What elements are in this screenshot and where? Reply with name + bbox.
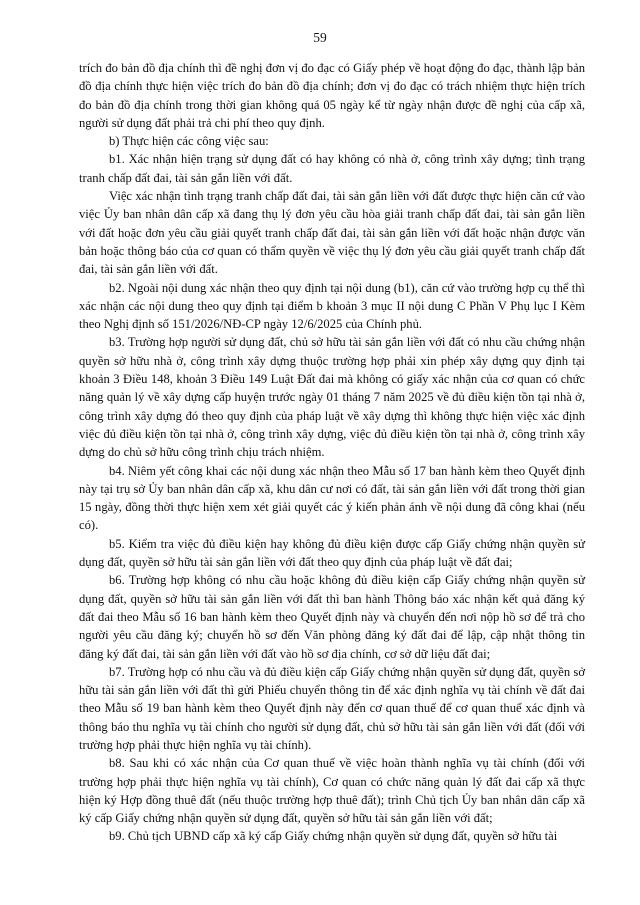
paragraph-section-b-heading: b) Thực hiện các công việc sau: (109, 134, 269, 149)
paragraph-b8: b8. Sau khi có xác nhận của Cơ quan thuế về việc hoàn thành nghĩa vụ tài chính (đối với trường hợp phải thực hiện nghĩa vụ tài chính), Cơ quan có chức năng quản lý đất đai cấp xã thực hiện ký Hợp đồng thuê đất (nếu thuộc trường hợp thuê đất); trình Chủ tịch Ủy ban nhân dân cấp xã ký cấp Giấy chứng nhận quyền sử dụng đất, quyền sở hữu tài sản gắn liền với đất; (79, 756, 585, 826)
paragraph-b3: b3. Trường hợp người sử dụng đất, chủ sở hữu tài sản gắn liền với đất có nhu cầu chứng nhận quyền sở hữu nhà ở, công trình xây dựng thuộc trường hợp phải xin phép xây dựng quy định tại khoản 3 Điều 148, khoản 3 Điều 149 Luật Đất đai mà không có giấy xác nhận của cơ quan có chức năng quản lý về xây dựng cấp huyện trước ngày 01 tháng 7 năm 2025 về đủ điều kiện tồn tại nhà ở, công trình xây dựng đó theo quy định của pháp luật về xây dựng thì không thực hiện việc xác định việc đủ điều kiện tồn tại nhà ở, công trình xây dựng, việc đủ điều kiện tồn tại nhà ở, công trình xây dựng do chủ sở hữu công trình chịu trách nhiệm. (79, 335, 585, 460)
paragraph-b1: b1. Xác nhận hiện trạng sử dụng đất có hay không có nhà ở, công trình xây dựng; tình trạng tranh chấp đất đai, tài sản gắn liền với đất. (79, 152, 585, 185)
paragraph-b7: b7. Trường hợp có nhu cầu và đủ điều kiện cấp Giấy chứng nhận quyền sử dụng đất, quyền sở hữu tài sản gắn liền với đất thì gửi Phiếu chuyển thông tin để xác định nghĩa vụ tài chính về đất đai theo Mẫu số 19 ban hành kèm theo Quyết định này đến cơ quan thuế để cơ quan thuế xác định và thông báo thu nghĩa vụ tài chính cho người sử dụng đất, chủ sở hữu tài sản gắn liền với đất (đối với trường hợp phải thực hiện nghĩa vụ tài chính). (79, 664, 585, 752)
paragraph-continuation: trích đo bản đồ địa chính thì đề nghị đơn vị đo đạc có Giấy phép về hoạt động đo đạc, thành lập bản đồ địa chính thực hiện việc trích đo bản đồ địa chính; đơn vị đo đạc có trách nhiệm thực hiện trích đo bản đồ địa chính trong thời gian không quá 05 ngày kể từ ngày nhận được đề nghị của cấp xã, người sử dụng đất phải trả chi phí theo quy định. (79, 61, 585, 130)
page-number: 59 (313, 30, 327, 45)
paragraph-b5: b5. Kiểm tra việc đủ điều kiện hay không đủ điều kiện được cấp Giấy chứng nhận quyền sử dụng đất, quyền sở hữu tài sản gắn liền với đất theo quy định của pháp luật về đất đai; (79, 536, 585, 570)
paragraph-b2: b2. Ngoài nội dung xác nhận theo quy định tại nội dung (b1), căn cứ vào trường hợp cụ thể thì xác nhận các nội dung theo quy định tại điểm b khoản 3 mục II nội dung C Phần V Phụ lục I Kèm theo Nghị định số 151/2026/NĐ-CP ngày 12/6/2025 của Chính phủ. (79, 280, 585, 332)
document-body (79, 59, 585, 846)
paragraph-b4: b4. Niêm yết công khai các nội dung xác nhận theo Mẫu số 17 ban hành kèm theo Quyết định này tại trụ sở Ủy ban nhân dân cấp xã, khu dân cư nơi có đất, tài sản gắn liền với đất trong thời gian 15 ngày, đồng thời thực hiện xem xét giải quyết các ý kiến phản ánh về nội dung đã công khai (nếu có). (79, 463, 585, 533)
paragraph-b6: b6. Trường hợp không có nhu cầu hoặc không đủ điều kiện cấp Giấy chứng nhận quyền sử dụng đất, quyền sở hữu tài sản gắn liền với đất thì ban hành Thông báo xác nhận kết quả đăng ký đất đai theo Mẫu số 16 ban hành kèm theo Quyết định này và chuyển đến nơi nộp hồ sơ để trả cho người yêu cầu đăng ký; chuyển hồ sơ đến Văn phòng đăng ký đất đai để lập, cập nhật thông tin đăng ký đất đai, tài sản gắn liền với đất vào hồ sơ địa chính, cơ sở dữ liệu đất đai; (79, 573, 585, 661)
paragraph-b1-detail: Việc xác nhận tình trạng tranh chấp đất đai, tài sản gắn liền với đất được thực hiện căn cứ vào việc Ủy ban nhân dân cấp xã đang thụ lý đơn yêu cầu hòa giải tranh chấp đất đai, tài sản gắn liền với đất hoặc đơn yêu cầu giải quyết tranh chấp đất đai, tài sản gắn liền với đất hoặc nhận được văn bản hoặc thông báo của cơ quan có thẩm quyền về việc thụ lý đơn yêu cầu giải quyết tranh chấp đất đai, tài sản gắn liền với đất. (79, 189, 585, 277)
paragraph-b9: b9. Chủ tịch UBND cấp xã ký cấp Giấy chứng nhận quyền sử dụng đất, quyền sở hữu tài (109, 829, 558, 844)
